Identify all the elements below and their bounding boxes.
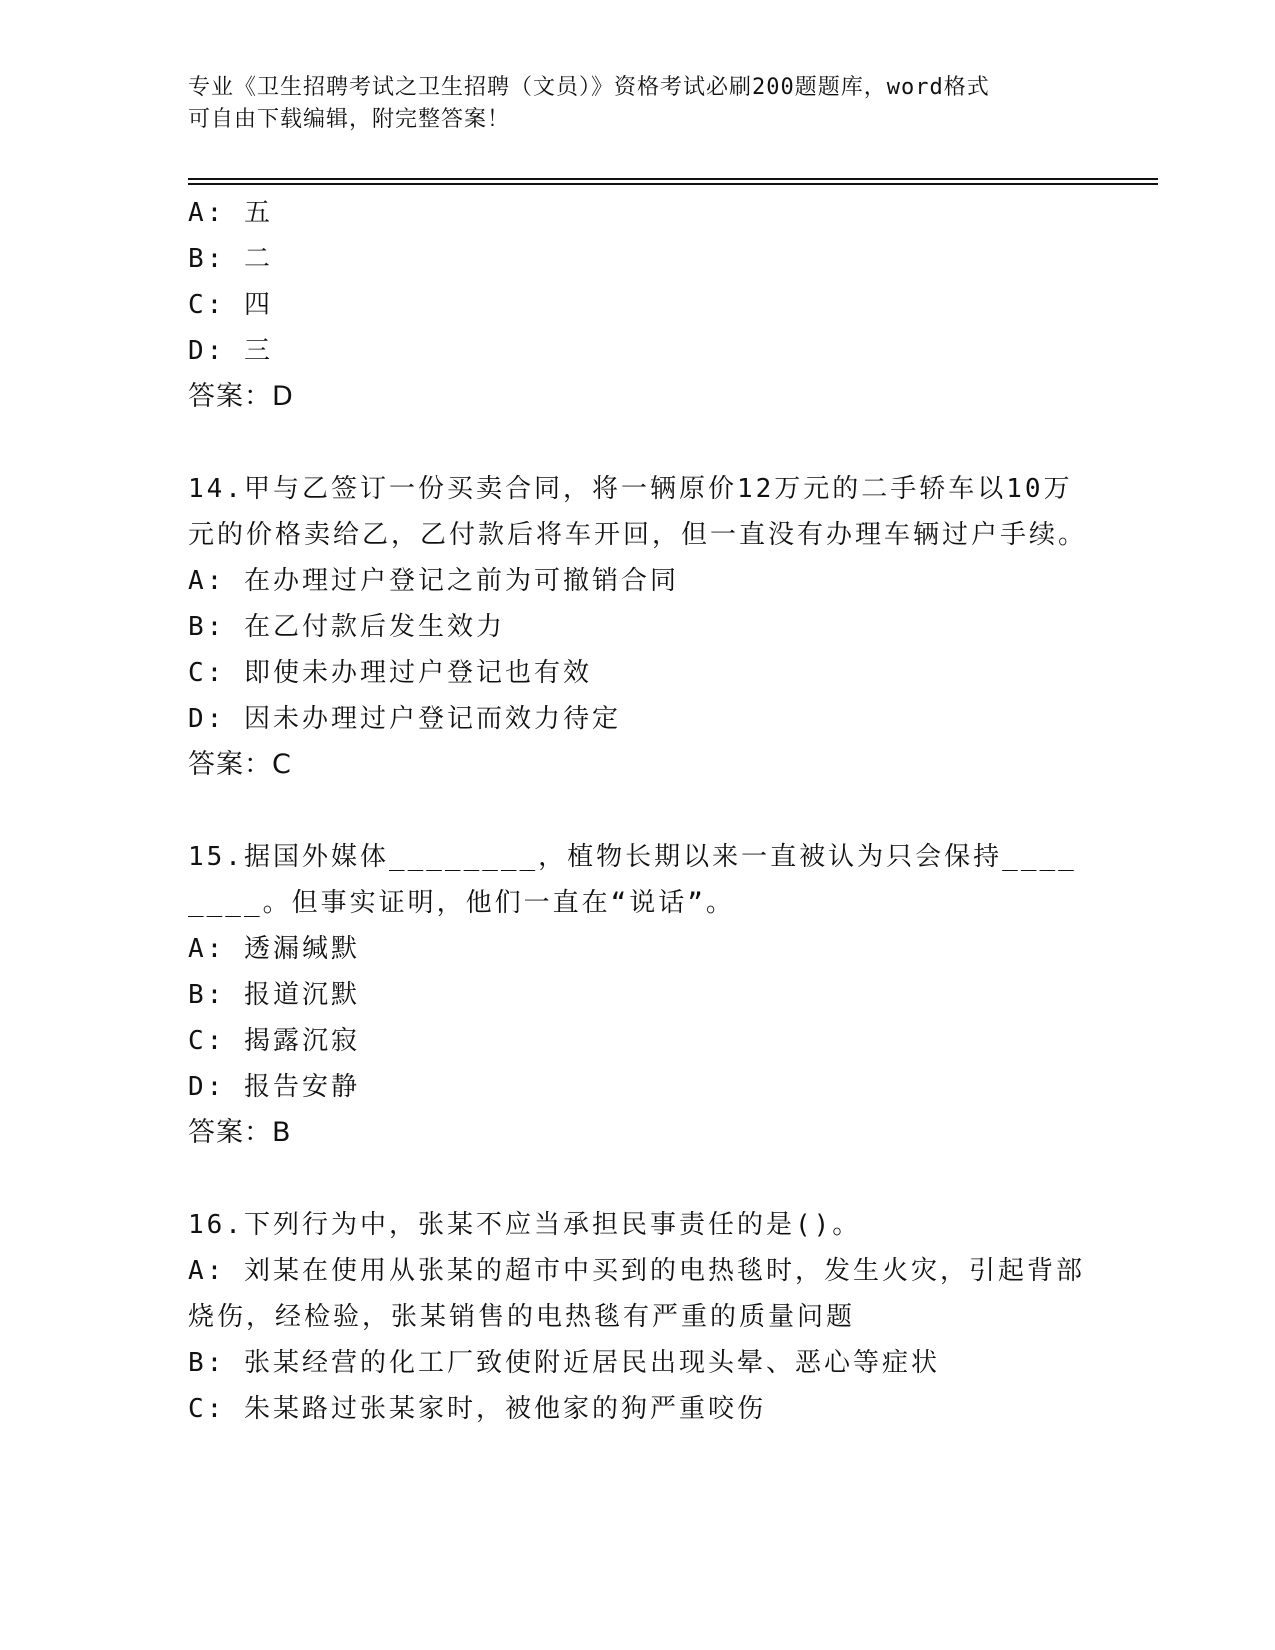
question-16 [188,1202,1088,1432]
spacer [188,1156,1088,1202]
header-line-1: 专业《卫生招聘考试之卫生招聘（文员）》资格考试必刷200题题库，word格式 [188,75,990,100]
header-line-2: 可自由下载编辑，附完整答案！ [188,107,511,132]
option-b: B: 报道沉默 [188,980,360,1010]
header-divider-bottom [188,183,1158,185]
answer: 答案：C [188,749,292,780]
spacer [188,788,1088,834]
option-c: C: 四 [188,290,273,320]
option-d: D: 报告安静 [188,1072,360,1102]
question-text: 15.据国外媒体________，植物长期以来一直被认为只会保持________。但事实证明，他们一直在“说话”。 [188,842,1077,918]
option-c: C: 揭露沉寂 [188,1026,360,1056]
option-b: B: 二 [188,244,273,274]
option-b: B: 张某经营的化工厂致使附近居民出现头晕、恶心等症状 [188,1348,940,1378]
option-c: C: 即使未办理过户登记也有效 [188,658,592,688]
spacer [188,420,1088,466]
answer: 答案：D [188,381,294,412]
header-divider-top [188,178,1158,180]
question-text: 16.下列行为中，张某不应当承担民事责任的是()。 [188,1210,862,1240]
option-d: D: 因未办理过户登记而效力待定 [188,704,621,734]
question-13 [188,190,1088,420]
question-text: 14.甲与乙签订一份买卖合同，将一辆原价12万元的二手轿车以10万元的价格卖给乙，乙付款后将车开回，但一直没有办理车辆过户手续。 [188,474,1088,550]
option-a: A: 五 [188,198,273,228]
option-c: C: 朱某路过张某家时，被他家的狗严重咬伤 [188,1394,766,1424]
option-a: A: 刘某在使用从张某的超市中买到的电热毯时，发生火灾，引起背部烧伤，经检验，张某销售的电热毯有严重的质量问题 [188,1256,1085,1332]
option-b: B: 在乙付款后发生效力 [188,612,505,642]
document-header [188,72,1068,136]
question-list [188,190,1088,1432]
option-d: D: 三 [188,336,273,366]
answer: 答案：B [188,1117,292,1148]
question-15 [188,834,1088,1156]
option-a: A: 透漏缄默 [188,934,360,964]
question-14 [188,466,1088,788]
option-a: A: 在办理过户登记之前为可撤销合同 [188,566,679,596]
